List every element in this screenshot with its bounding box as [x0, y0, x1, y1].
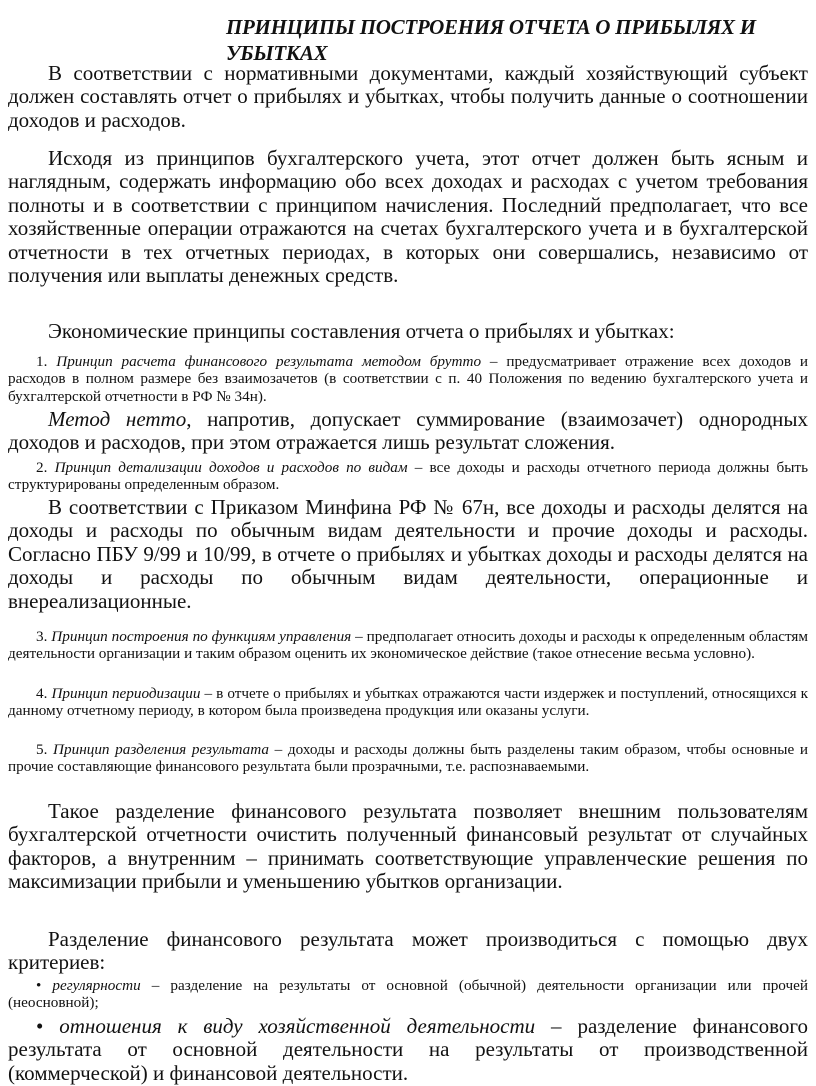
list-item-text: – предусматривает отражение всех доходов и расходов в полном размере без взаимозачетов (в соответствии с п. 40 Положения по ведению бухгалтерского учета и бухгалтерской отчетности в РФ № 34н).	[8, 353, 808, 405]
list-item-number: 5.	[36, 741, 48, 758]
bullet-marker: •	[36, 1014, 44, 1038]
list-item-text: – в отчете о прибылях и убытках отражаются части издержек и поступлений, относящихся к данному отчетному периоду, в котором была произведена продукция или оказаны услуги.	[8, 685, 808, 720]
list-item-number: 3.	[36, 628, 48, 645]
list-item-text: – доходы и расходы должны быть разделены таким образом, чтобы основные и прочие составляющие финансового результата были прозрачными, т.е. распознаваемыми.	[8, 741, 809, 776]
page-title: ПРИНЦИПЫ ПОСТРОЕНИЯ ОТЧЕТА О ПРИБЫЛЯХ И УБЫТКАХ	[226, 15, 756, 65]
bullet-marker: •	[36, 977, 42, 994]
paragraph-netto-text: , напротив, допускает суммирование (взаимозачет) однородных доходов и расходов, при этом отражается лишь результат сложения.	[8, 407, 809, 455]
list-item-number: 2.	[36, 459, 48, 476]
bullet-item-regularity	[8, 977, 808, 1012]
paragraph-result-separation: Такое разделение финансового результата позволяет внешним пользователям бухгалтерской отчетности очистить полученный финансовый результат от случайных факторов, а внутренним – принимать соответствующие управленческие решения по максимизации прибыли и уменьшению убытков организации.	[8, 799, 808, 894]
paragraph-criteria-heading: Разделение финансового результата может производиться с помощью двух критериев:	[8, 927, 808, 975]
paragraph-accounting-principles: Исходя из принципов бухгалтерского учета, этот отчет должен быть ясным и наглядным, содержать информацию обо всех доходах и расходах с учетом требования полноты и в соответствии с принципом начисления. Последний предполагает, что все хозяйственные операции отражаются на счетах бухгалтерского учета и в бухгалтерской отчетности в тех отчетных периодах, в которых они совершались, независимо от получения или выплаты денежных средств.	[8, 146, 808, 288]
list-item-principle-2	[8, 459, 808, 494]
bullet-text: – разделение на результаты от основной (обычной) деятельности организации или прочей (неосновной);	[8, 977, 809, 1012]
paragraph-minfin-order: В соответствии с Приказом Минфина РФ № 67н, все доходы и расходы делятся на доходы и расходы по обычным видам деятельности и прочие доходы и расходы. Согласно ПБУ 9/99 и 10/99, в отчете о прибылях и убытках доходы и расходы делятся на доходы и расходы по обычным видам деятельности, операционные и внереализационные.	[8, 495, 808, 613]
bullet-text: – разделение финансового результата от основной деятельности на результаты от производственной (коммерческой) и финансовой деятельности.	[8, 1014, 808, 1085]
list-item-term: Принцип расчета финансового результата методом брутто	[56, 353, 482, 370]
bullet-item-activity-type	[8, 1015, 808, 1085]
list-item-term: Принцип детализации доходов и расходов по видам	[54, 459, 408, 476]
list-item-principle-3	[8, 628, 808, 663]
list-item-principle-5	[8, 741, 808, 776]
paragraph-economic-principles-heading: Экономические принципы составления отчета о прибылях и убытках:	[48, 319, 675, 343]
list-item-number: 4.	[36, 685, 48, 702]
paragraph-netto-method	[8, 408, 808, 455]
list-item-text: – предполагает относить доходы и расходы к определенным областям деятельности организации и таким образом оценить их экономическое действие (такое отнесение весьма условно).	[8, 628, 808, 663]
list-item-number: 1.	[36, 353, 48, 370]
bullet-term: отношения к виду хозяйственной деятельности	[59, 1014, 536, 1038]
list-item-term: Принцип построения по функциям управления	[51, 628, 352, 645]
list-item-term: Принцип периодизации	[51, 685, 201, 702]
list-item-principle-4	[8, 685, 808, 720]
list-item-term: Принцип разделения результата	[53, 741, 269, 758]
list-item-text: – все доходы и расходы отчетного периода должны быть структурированы определенным образом.	[8, 459, 808, 494]
list-item-principle-1	[8, 353, 808, 405]
bullet-term: регулярности	[52, 977, 141, 994]
term-netto: Метод нетто	[48, 407, 187, 431]
paragraph-intro: В соответствии с нормативными документами, каждый хозяйствующий субъект должен составлять отчет о прибылях и убытках, чтобы получить данные о соотношении доходов и расходов.	[8, 61, 808, 132]
